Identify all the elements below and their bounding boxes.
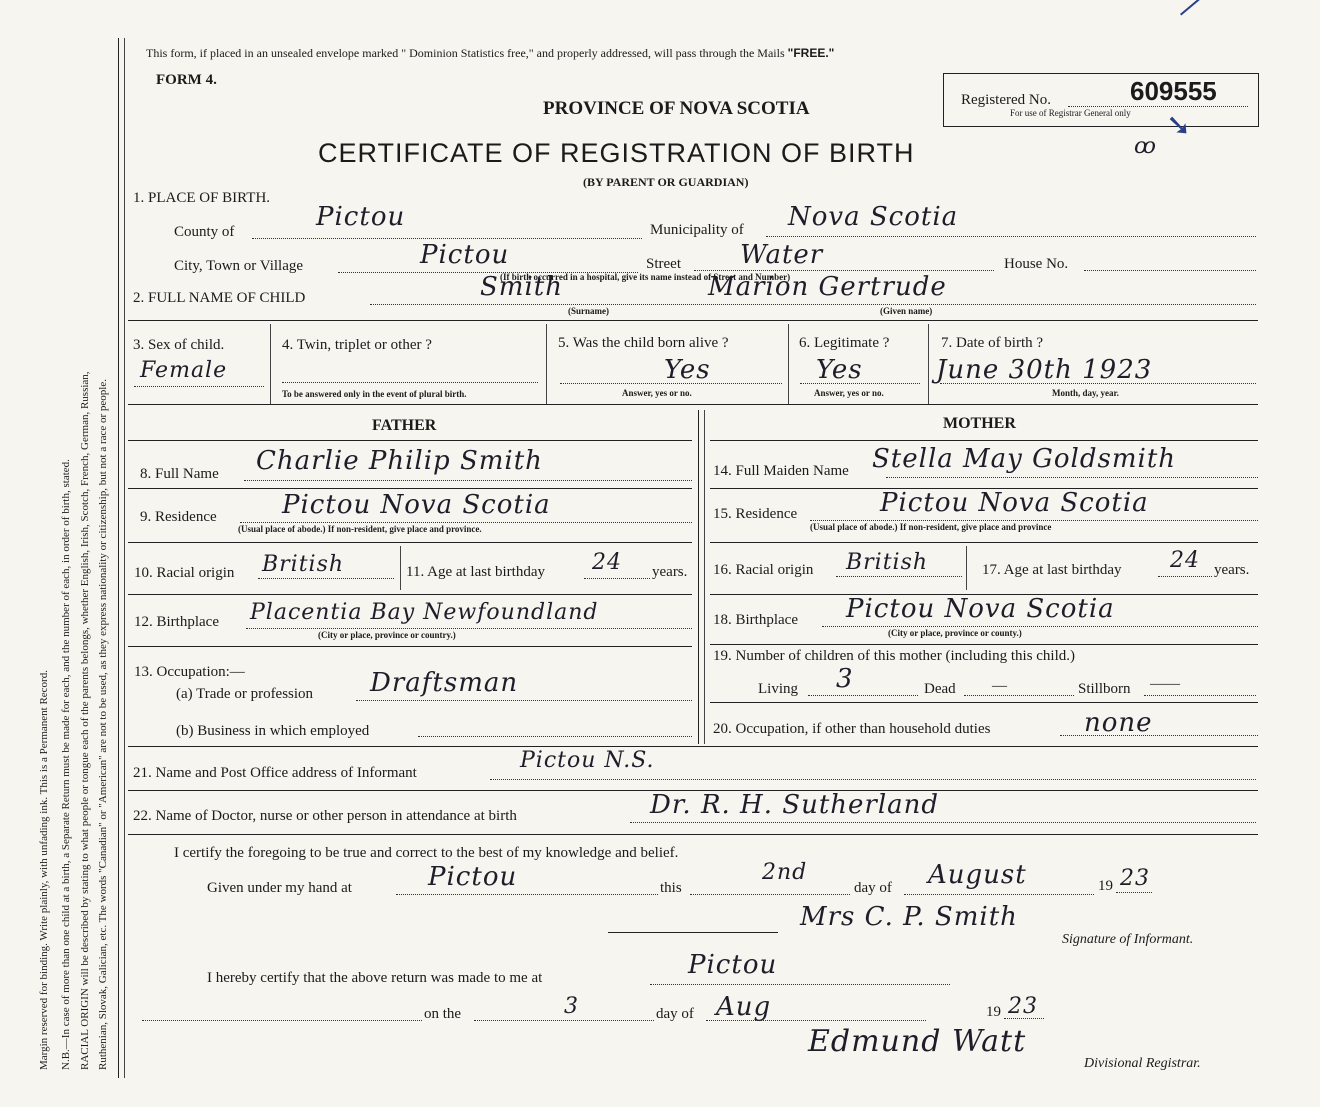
business-label: (b) Business in which employed — [176, 723, 370, 739]
doctor-label: 22. Name of Doctor, nurse or other person in attendance at birth — [133, 808, 517, 824]
mail-notice: This form, if placed in an unsealed envelope marked " Dominion Statistics free," and properly addressed, will pass through the Mails "FREE." — [146, 46, 835, 60]
registrar-signature: Edmund Watt — [808, 1024, 1027, 1059]
child-surname: Smith — [480, 272, 563, 302]
city-label: City, Town or Village — [174, 258, 304, 274]
dob-label: 7. Date of birth ? — [941, 335, 1044, 351]
father-heading: FATHER — [372, 417, 437, 434]
twin-label: 4. Twin, triplet or other ? — [282, 337, 432, 353]
doctor-value: Dr. R. H. Sutherland — [650, 790, 940, 820]
trade-label: (a) Trade or profession — [176, 686, 314, 702]
father-residence: Pictou Nova Scotia — [282, 490, 551, 520]
living-label: Living — [758, 681, 798, 697]
registrar-day-of-label: day of — [656, 1006, 694, 1022]
father-name: Charlie Philip Smith — [256, 446, 543, 476]
given-caption: (Given name) — [880, 306, 933, 316]
alive-caption: Answer, yes or no. — [622, 388, 692, 398]
house-label: House No. — [1004, 256, 1069, 272]
child-name-label: 2. FULL NAME OF CHILD — [133, 290, 306, 306]
mother-birthplace-caption: (City or place, province or county.) — [888, 628, 1022, 638]
municipality-value: Nova Scotia — [788, 202, 959, 232]
day-of-label: day of — [854, 880, 892, 896]
father-res-caption: (Usual place of abode.) If non-resident, give place and province. — [238, 524, 482, 534]
mother-age-label: 17. Age at last birthday — [982, 562, 1122, 578]
father-trade: Draftsman — [370, 668, 519, 698]
street-value: Water — [740, 240, 824, 270]
this-label: this — [660, 880, 682, 896]
mother-racial: British — [846, 550, 929, 575]
informant-signature-caption: Signature of Informant. — [1062, 932, 1194, 947]
stamp-mark: ꝏ — [1134, 134, 1157, 159]
children-label: 19. Number of children of this mother (including this child.) — [713, 648, 1076, 664]
dead-label: Dead — [924, 681, 956, 697]
sex-value: Female — [140, 358, 228, 383]
mother-name-label: 14. Full Maiden Name — [713, 463, 849, 479]
father-birthplace-label: 12. Birthplace — [134, 614, 219, 630]
dob-value: June 30th 1923 — [936, 355, 1153, 385]
county-label: County of — [174, 224, 235, 240]
father-age-label: 11. Age at last birthday — [406, 564, 545, 580]
surname-caption: (Surname) — [568, 306, 609, 316]
dead-value: — — [992, 678, 1007, 694]
arrow-head-icon: ➘ — [1166, 109, 1192, 142]
legit-caption: Answer, yes or no. — [814, 388, 884, 398]
father-birthplace: Placentia Bay Newfoundland — [250, 600, 599, 625]
reg-number: 609555 — [1130, 76, 1217, 106]
father-racial: British — [262, 552, 345, 577]
alive-value: Yes — [664, 355, 711, 385]
informant-signature: Mrs C. P. Smith — [800, 902, 1018, 932]
father-racial-label: 10. Racial origin — [134, 565, 235, 581]
margin-border-inner — [124, 38, 125, 1078]
father-birthplace-caption: (City or place, province or country.) — [318, 630, 456, 640]
father-occupation-label: 13. Occupation:— — [134, 664, 245, 680]
dob-caption: Month, day, year. — [1052, 388, 1119, 398]
legit-value: Yes — [816, 355, 863, 385]
mother-birthplace-label: 18. Birthplace — [713, 612, 798, 628]
certificate-title: CERTIFICATE OF REGISTRATION OF BIRTH — [318, 138, 915, 168]
registrar-year-suffix: 23 — [1008, 994, 1038, 1019]
father-name-label: 8. Full Name — [140, 466, 219, 482]
certify-statement: I certify the foregoing to be true and correct to the best of my knowledge and belief. — [174, 845, 679, 861]
mother-res-caption: (Usual place of abode.) If non-resident, give place and province — [810, 522, 1052, 532]
place-heading: 1. PLACE OF BIRTH. — [133, 190, 271, 206]
mother-res-label: 15. Residence — [713, 506, 798, 522]
twin-note: To be answered only in the event of plural birth. — [282, 389, 467, 399]
mother-racial-label: 16. Racial origin — [713, 562, 814, 578]
hospital-note: (If birth occurred in a hospital, give its name instead of Street and Number) — [500, 272, 791, 282]
registrar-year-prefix: 19 — [986, 1004, 1001, 1020]
given-label: Given under my hand at — [207, 880, 352, 896]
mother-birthplace: Pictou Nova Scotia — [846, 594, 1115, 624]
arrow-mark — [1180, 0, 1304, 16]
sex-label: 3. Sex of child. — [133, 337, 225, 353]
given-month: August — [928, 860, 1027, 890]
certificate-subtitle: (BY PARENT OR GUARDIAN) — [583, 175, 749, 189]
margin-note-1: Margin reserved for binding. Write plainly, with unfading ink. This is a Permanent Record. — [38, 670, 50, 1070]
alive-label: 5. Was the child born alive ? — [558, 335, 729, 351]
province-heading: PROVINCE OF NOVA SCOTIA — [543, 98, 810, 119]
legit-label: 6. Legitimate ? — [799, 335, 890, 351]
on-the-label: on the — [424, 1006, 462, 1022]
reg-note: For use of Registrar General only — [1010, 108, 1131, 118]
street-label: Street — [646, 256, 681, 272]
form-number: FORM 4. — [156, 72, 217, 88]
mother-occupation-label: 20. Occupation, if other than household duties — [713, 721, 991, 737]
child-given-name: Marion Gertrude — [708, 272, 947, 302]
registrar-caption: Divisional Registrar. — [1084, 1056, 1201, 1071]
mother-name: Stella May Goldsmith — [872, 444, 1177, 474]
stillborn-label: Stillborn — [1078, 681, 1131, 697]
city-value: Pictou — [420, 240, 510, 270]
father-years: years. — [652, 564, 688, 580]
mother-heading: MOTHER — [943, 415, 1016, 432]
municipality-label: Municipality of — [650, 222, 744, 238]
registrar-day: 3 — [564, 994, 579, 1019]
given-year-prefix: 19 — [1098, 878, 1113, 894]
county-value: Pictou — [316, 202, 406, 232]
mother-residence: Pictou Nova Scotia — [880, 488, 1149, 518]
reg-label: Registered No. — [961, 92, 1051, 108]
mother-years: years. — [1214, 562, 1250, 578]
stillborn-value: —— — [1150, 676, 1180, 692]
registrar-statement: I hereby certify that the above return was made to me at — [207, 970, 543, 986]
margin-note-3: RACIAL ORIGIN will be described by stating to what people or tongue each of the parents belongs, whether English, Irish, Scotch, French, German, Russian, — [79, 371, 91, 1070]
registrar-month: Aug — [716, 992, 772, 1022]
registrar-place: Pictou — [688, 950, 778, 980]
given-year-suffix: 23 — [1120, 866, 1150, 891]
father-age: 24 — [592, 550, 622, 575]
given-day: 2nd — [762, 860, 808, 885]
living-value: 3 — [836, 664, 854, 694]
margin-note-4: Ruthenian, Slovak, Galician, etc. The words "Canadian" or "American" are not to be used, as they express nationality or citizenship, but not a race or people. — [97, 379, 109, 1070]
mother-occupation: none — [1084, 708, 1153, 738]
given-place: Pictou — [428, 862, 518, 892]
margin-border — [118, 38, 119, 1078]
informant-value: Pictou N.S. — [520, 748, 655, 773]
mother-age: 24 — [1170, 548, 1200, 573]
father-res-label: 9. Residence — [140, 509, 217, 525]
margin-note-2: N.B.—In case of more than one child at a birth, a Separate Return must be made for each, and the number of each, in order of birth, stated. — [60, 459, 72, 1070]
informant-label: 21. Name and Post Office address of Informant — [133, 765, 417, 781]
